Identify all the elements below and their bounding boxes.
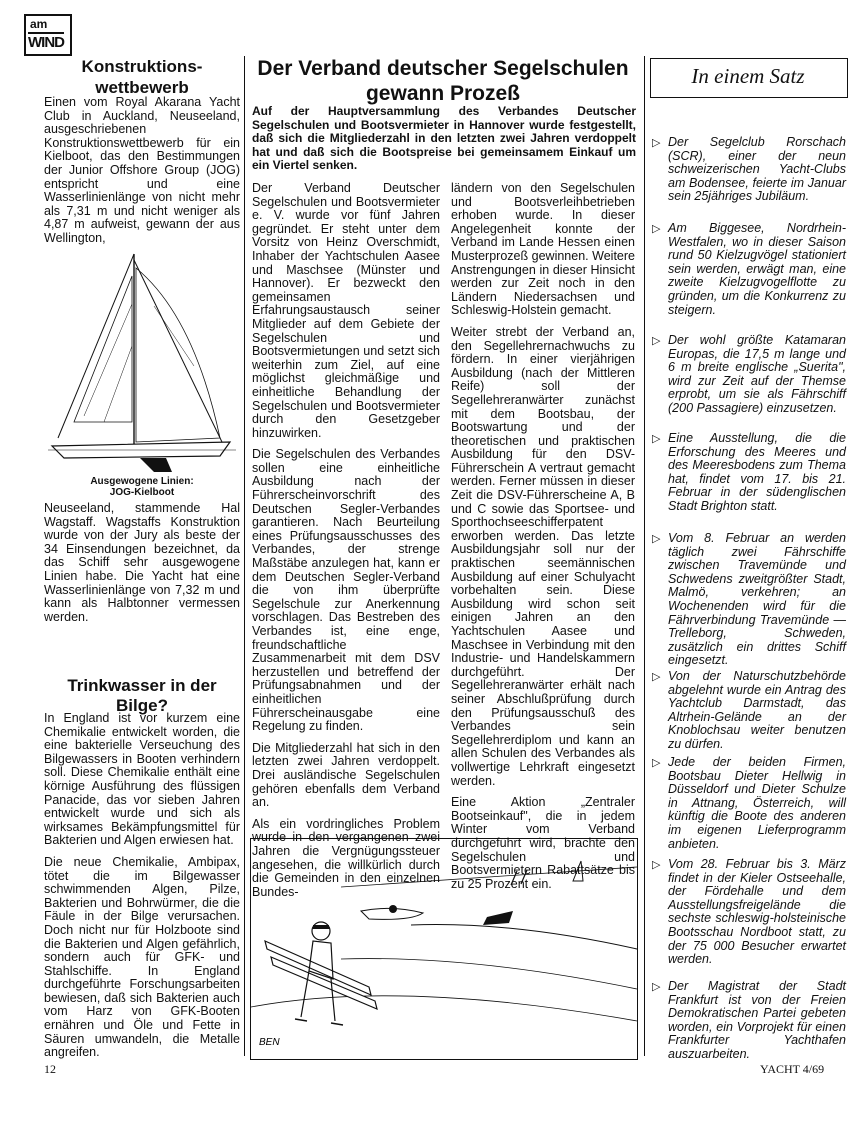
column-divider-left — [244, 56, 245, 1056]
main-col1-para-4: Als ein vordringliches Problem wurde in den vergangenen zwei Jahren die Vergnügungssteuer angesehen, die willkürlich durch die Gemeinden in den einzelnen Bundes- — [252, 816, 440, 899]
sidebar-item: ▷ Am Biggesee, Nordrhein-Westfalen, wo in dieser Saison rund 50 Kielzugvögel stationiert sein werden, erwägt man, eine zweite Kielzugvogelflotte zu gründen, um die Konkurrenz zu steigern. — [652, 221, 846, 317]
sidebar-item: ▷ Von der Naturschutzbehörde abgelehnt wurde ein Antrag des Yachtclub Darmstadt, das Altrhein-Gelände an der Knoblochsau weiter benutzen zu dürfen. — [652, 669, 846, 751]
cartoon-signature: BEN — [259, 1037, 280, 1048]
cartoon-frame — [250, 838, 638, 1060]
left-article-continued — [44, 502, 240, 632]
triangle-bullet-icon: ▷ — [652, 137, 661, 149]
sailboat-lines-drawing — [44, 246, 240, 476]
triangle-bullet-icon: ▷ — [652, 433, 661, 445]
main-headline: Der Verband deutscher Segelschulen gewann Prozeß — [257, 57, 629, 105]
caption-line-1: Ausgewogene Linien: — [90, 476, 194, 487]
triangle-bullet-icon: ▷ — [652, 981, 661, 993]
left-article-intro — [44, 96, 240, 254]
main-lede: Auf der Hauptversammlung des Verbandes Deutscher Segelschulen und Bootsvermieter in Hannover wurde festgestellt, daß sich die Mitgliederzahl in den letzten zwei Jahren verdoppelt hat und daß sich die Bootspreise bei gemeinsamem Einkauf um ein Viertel senken. — [252, 104, 636, 172]
left-headline-2: Trinkwasser in der Bilge? — [67, 676, 217, 715]
main-col2-para-3: Eine Aktion „Zentraler Bootseinkauf", die in jedem Winter vom Verband durchgeführt wird, brachte den Segelschulen und Bootsvermietern Rabattsätze bis zu 25 Prozent ein. — [451, 795, 635, 891]
magazine-issue: YACHT 4/69 — [760, 1062, 825, 1076]
triangle-bullet-icon: ▷ — [652, 335, 661, 347]
sidebar-title: In einem Satz — [691, 64, 805, 88]
main-column-2 — [451, 182, 635, 899]
masthead-logo — [24, 14, 72, 56]
main-col1-para-1: Der Verband Deutscher Segelschulen und Bootsvermieter e. V. wurde vor fünf Jahren gegründet. Er steht unter dem Vorsitz von Heinz Overschmidt, Inhaber der Yachtschulen Aasee und Maschsee (Münster und Hannover). Er bezweckt den gemeinsamen Erfahrungsaustausch seiner Mitglieder auf dem Gebiete der Segelschulen und Bootsvermietungen und setzt sich weiterhin zum Ziel, auf eine möglichst gleichmäßige und einheitliche Behandlung der Segelschulen und Bootsvermieter durch den Gesetzgeber hinzuwirken. — [252, 181, 440, 440]
triangle-bullet-icon: ▷ — [652, 859, 661, 871]
main-col1-para-2: Die Segelschulen des Verbandes sollen eine einheitliche Ausbildung nach der Führerscheinvorschrift des Deutschen Segler-Verbandes garantieren. Nach Beurteilung eines Prüfungsausschusses des Verbandes, der strenge Maßstäbe anzulegen hat, kann er dem Deutschen Segler-Verband die von ihm überprüfte Segelschule zur Anerkennung vorschlagen. Das Bestreben des Verbandes ist, eine enge, freundschaftliche Zusammenarbeit mit dem DSV herzustellen und betreffend der Prüfungsabnahmen und der einheitlichen Führerscheinausgabe eine Regelung zu finden. — [252, 447, 440, 734]
drawing-caption — [44, 476, 240, 498]
sidebar-item: ▷ Vom 8. Februar an werden täglich zwei Fährschiffe zwischen Travemünde und Schwedens zweitgrößter Stadt, Malmö, verkehren; an Wochenenden wird für die Fährverbindung Travemünde — Trelleborg, Schweden, zusätzlich ein drittes Schiff eingesetzt. — [652, 531, 846, 668]
column-divider-right — [644, 56, 645, 1056]
left-article-2 — [44, 712, 240, 1068]
sidebar-item: ▷ Der Segelclub Rorschach (SCR), einer der neun schweizerischen Yacht-Clubs am Bodensee, feierte im Januar sein 25jähriges Jubiläum. — [652, 135, 846, 204]
sidebar-item: ▷ Der Magistrat der Stadt Frankfurt ist von der Freien Demokratischen Partei gebeten worden, ein Vorprojekt für einen Frankfurter Yachthafen auszuarbeiten. — [652, 979, 846, 1061]
page-number: 12 — [44, 1062, 56, 1076]
main-col2-para-1: ländern von den Segelschulen und Bootsverleihbetrieben erhoben wurde. In dieser Angelegenheit konnte der Verband im Lande Hessen einen Musterprozeß gewinnen. Weitere Anstrengungen in dieser Hinsicht werden zur Zeit noch in den Ländern Niedersachsen und Schleswig-Holstein gemacht. — [451, 181, 635, 318]
triangle-bullet-icon: ▷ — [652, 757, 661, 769]
main-col2-para-2: Weiter strebt der Verband an, den Segellehrernachwuchs zu fördern. In einer vierjährigen Ausbildung (nach der Mittleren Reife) soll der Segellehreranwärter zunächst mit dem Bootsbau, der Bootswartung und der theoretischen und praktischen Ausbildung für den DSV-Führerschein A vertraut gemacht werden. Ferner müssen in dieser Zeit die DSV-Führerscheine A, B und C sowie das Sportsee- und Sporthochseeschifferpatent erworben werden. Das letzte Ausbildungsjahr soll nur der praktischen seemännischen Ausbildung auf einer Schulyacht vorbehalten sein. Diese Ausbildung wird schon seit einigen Jahren an den Yachtschulen Aasee und Maschsee in Verbindung mit den Industrie- und Handelskammern durchgeführt. Der Segellehreranwärter erhält nach seiner Abschlußprüfung durch den Prüfungsausschuß des Verbandes sein Segellehrerdiplom und kann an allen Schulen des Verbandes als vollwertige Lehrkraft eingesetzt werden. — [451, 324, 635, 788]
main-col1-para-3: Die Mitgliederzahl hat sich in den letzten zwei Jahren verdoppelt. Drei ausländische Segelschulen gehören ebenfalls dem Verband an. — [252, 740, 440, 810]
left-headline: Konstruktions-wettbewerb — [81, 57, 203, 97]
sidebar-item: ▷ Vom 28. Februar bis 3. März findet in der Kieler Ostseehalle, der Fördehalle und dem Ausstellungsfreigelände die sechste schleswig-holsteinische Bootsschau Nordboot statt, zu der 75 000 Besucher erwartet werden. — [652, 857, 846, 967]
left-para-3: In England ist vor kurzem eine Chemikalie entwickelt worden, die eine bakterielle Verseuchung des Bilgewassers in Booten verhindern soll. Diese Chemikalie enthält eine körnige Ausführung des flüssigen Panacide, das vor sieben Jahren entwickelt wurde und sich als wirksames Bekämpfungsmittel für Bakterien und Algen erwiesen hat. — [44, 711, 240, 848]
left-para-2: Neuseeland, stammende Hal Wagstaff. Wagstaffs Konstruktion wurde von der Jury als beste der 34 Einsendungen bezeichnet, da das Schiff sehr ausgewogene Linien habe. Die Yacht hat eine Wasserlinienlänge von 7,32 m und kann als Halbtonner vermessen werden. — [44, 501, 240, 624]
sidebar-item: ▷ Jede der beiden Firmen, Bootsbau Dieter Hellwig in Düsseldorf und Dieter Schulze in Attnang, Österreich, will künftig die Boote des anderen im eigenen Lieferprogramm anbieten. — [652, 755, 846, 851]
left-para-4: Die neue Chemikalie, Ambipax, tötet die im Bilgewasser schwimmenden Algen, Pilze, Bakterien und Bohrwürmer, die die Fäule in der Bilge verursachen. Doch nicht nur für Holzboote sind die Bakterien und Algen gefährlich, sondern auch für GFK- und Stahlschiffe. In England durchgeführte Forschungsarbeiten bewiesen, daß sich Bakterien auch vom Harz von GFK-Booten ernähren und Öle und Fette in Säuren umwandeln, die Metalle angreifen. — [44, 854, 240, 1060]
sidebar-item: ▷ Der wohl größte Katamaran Europas, die 17,5 m lange und 6 m breite englische „Suerita", wird zur Zeit auf der Themse erprobt, um sie als Fährschiff (200 Passagiere) einzusetzen. — [652, 333, 846, 415]
main-column-1 — [252, 182, 440, 907]
triangle-bullet-icon: ▷ — [652, 533, 661, 545]
caption-line-2: JOG-Kielboot — [109, 487, 175, 498]
triangle-bullet-icon: ▷ — [652, 671, 661, 683]
sidebar-item: ▷ Eine Ausstellung, die die Erforschung des Meeres und des Meeresbodens zum Thema hat, findet vom 17. bis 21. Februar in der südenglischen Stadt Brighton statt. — [652, 431, 846, 513]
left-para-1: Einen vom Royal Akarana Yacht Club in Auckland, Neuseeland, ausgeschriebenen Konstruktionswettbewerb für ein Kielboot, das den Bestimmungen der Junior Offshore Group (JOG) entspricht und eine Wasserlinienlänge von nicht mehr als 7,31 m und nicht weniger als 4,87 m aufweist, gewann der aus Wellington, — [44, 95, 240, 245]
masthead-line2: WIND — [28, 34, 64, 51]
triangle-bullet-icon: ▷ — [652, 223, 661, 235]
masthead-line1: am — [30, 17, 48, 31]
cartoon-drawing — [251, 839, 637, 1059]
